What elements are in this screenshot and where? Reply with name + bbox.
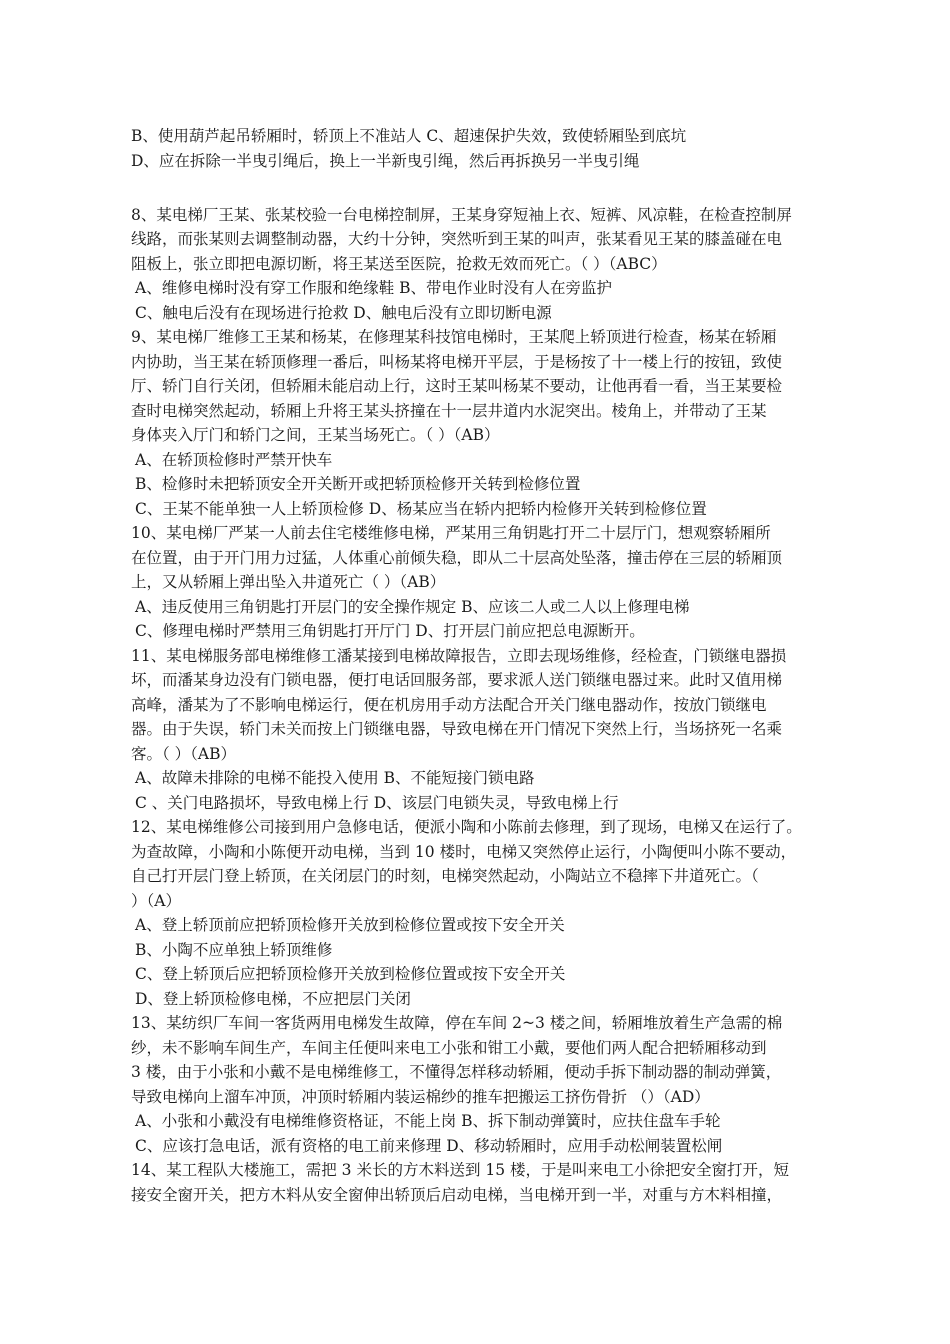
text-line: 器。由于失误，轿门未关而按上门锁继电器，导致电梯在开门情况下突然上行，当场挤死一名乘 bbox=[131, 720, 783, 738]
text-line: ）（A） bbox=[131, 892, 181, 910]
option-line: C、登上轿顶后应把轿顶检修开关放到检修位置或按下安全开关 bbox=[135, 965, 566, 983]
text-line: 线路，而张某则去调整制动器，大约十分钟，突然听到王某的叫声，张某看见王某的膝盖碰在电 bbox=[131, 230, 783, 248]
text-line: 内协助，当王某在轿顶修理一番后，叫杨某将电梯开平层，于是杨按了十一楼上行的按钮，致使 bbox=[131, 353, 783, 371]
text-line: 查时电梯突然起动，轿厢上升将王某头挤撞在十一层井道内水泥突出。棱角上，并带动了王某 bbox=[131, 402, 767, 420]
text-line: 高峰，潘某为了不影响电梯运行，便在机房用手动方法配合开关门继电器动作，按放门锁继电 bbox=[131, 696, 767, 714]
text-line: D、应在拆除一半曳引绳后，换上一半新曳引绳，然后再拆换另一半曳引绳 bbox=[131, 152, 640, 170]
text-line: 导致电梯向上溜车冲顶，冲顶时轿厢内装运棉纱的推车把搬运工挤伤骨折 （）（AD） bbox=[131, 1088, 710, 1106]
question-line: 8、某电梯厂王某、张某校验一台电梯控制屏，王某身穿短袖上衣、短裤、风凉鞋，在检查控制屏 bbox=[131, 206, 792, 224]
option-line: C、修理电梯时严禁用三角钥匙打开厅门 D、打开层门前应把总电源断开。 bbox=[135, 622, 645, 640]
text-line: 厅、轿门自行关闭，但轿厢未能启动上行，这时王某叫杨某不要动，让他再看一看，当王某要检 bbox=[131, 377, 783, 395]
option-line: A、违反使用三角钥匙打开层门的安全操作规定 B、应该二人或二人以上修理电梯 bbox=[135, 598, 690, 616]
text-line: 坏，而潘某身边没有门锁电器，便打电话回服务部，要求派人送门锁继电器过来。此时又值用梯 bbox=[131, 671, 783, 689]
text-line: 上，又从轿厢上弹出坠入井道死亡（ ）（AB） bbox=[131, 573, 446, 591]
option-line: C、应该打急电话，派有资格的电工前来修理 D、移动轿厢时，应用手动松闸装置松闸 bbox=[135, 1137, 723, 1155]
question-line: 13、某纺织厂车间一客货两用电梯发生故障，停在车间 2~3 楼之间，轿厢堆放着生产急需的棉 bbox=[131, 1014, 783, 1032]
text-line: 在位置，由于开门用力过猛，人体重心前倾失稳，即从二十层高处坠落，撞击停在三层的轿厢顶 bbox=[131, 549, 783, 567]
option-line: C、王某不能单独一人上轿顶检修 D、杨某应当在轿内把轿内检修开关转到检修位置 bbox=[135, 500, 707, 518]
text-line: 自己打开层门登上轿顶，在关闭层门的时刻，电梯突然起动，小陶站立不稳摔下井道死亡。（ bbox=[131, 867, 759, 885]
option-line: C 、关门电路损坏，导致电梯上行 D、该层门电锁失灵，导致电梯上行 bbox=[135, 794, 619, 812]
text-line: 接安全窗开关，把方木料从安全窗伸出轿顶后启动电梯，当电梯开到一半，对重与方木料相撞， bbox=[131, 1186, 783, 1204]
question-line: 9、某电梯厂维修工王某和杨某，在修理某科技馆电梯时，王某爬上轿顶进行检查，杨某在轿厢 bbox=[131, 328, 777, 346]
text-line: 客。（ ）（AB） bbox=[131, 745, 237, 763]
question-line: 11、某电梯服务部电梯维修工潘某接到电梯故障报告，立即去现场维修，经检查，门锁继电器损 bbox=[131, 647, 787, 665]
option-line: A、故障未排除的电梯不能投入使用 B、不能短接门锁电路 bbox=[135, 769, 535, 787]
option-line: D、登上轿顶检修电梯，不应把层门关闭 bbox=[135, 990, 411, 1008]
text-line: 身体夹入厅门和轿门之间，王某当场死亡。（ ）（AB） bbox=[131, 426, 500, 444]
option-line: A、小张和小戴没有电梯维修资格证，不能上岗 B、拆下制动弹簧时，应扶住盘车手轮 bbox=[135, 1112, 721, 1130]
question-line: 12、某电梯维修公司接到用户急修电话，便派小陶和小陈前去修理，到了现场，电梯又在运行了。 bbox=[131, 818, 802, 836]
option-line: B、小陶不应单独上轿顶维修 bbox=[135, 941, 333, 959]
question-line: 14、某工程队大楼施工，需把 3 米长的方木料送到 15 楼，于是叫来电工小徐把安全窗打开，短 bbox=[131, 1161, 790, 1179]
option-line: B、检修时未把轿顶安全开关断开或把轿顶检修开关转到检修位置 bbox=[135, 475, 581, 493]
text-line: 纱，未不影响车间生产，车间主任便叫来电工小张和钳工小戴，要他们两人配合把轿厢移动到 bbox=[131, 1039, 767, 1057]
option-line: A、登上轿顶前应把轿顶检修开关放到检修位置或按下安全开关 bbox=[135, 916, 565, 934]
option-line: A、维修电梯时没有穿工作服和绝缘鞋 B、带电作业时没有人在旁监护 bbox=[135, 279, 613, 297]
text-line: 阻板上，张立即把电源切断，将王某送至医院，抢救无效而死亡。（ ）（ABC） bbox=[131, 255, 667, 273]
question-line: 10、某电梯厂严某一人前去住宅楼维修电梯，严某用三角钥匙打开二十层厅门，想观察轿厢所 bbox=[131, 524, 771, 542]
option-line: C、触电后没有在现场进行抢救 D、触电后没有立即切断电源 bbox=[135, 304, 552, 322]
option-line: A、在轿顶检修时严禁开快车 bbox=[135, 451, 333, 469]
text-line: B、使用葫芦起吊轿厢时，轿顶上不准站人 C、超速保护失效，致使轿厢坠到底坑 bbox=[131, 127, 687, 145]
text-line: 为查故障，小陶和小陈便开动电梯，当到 10 楼时，电梯又突然停止运行，小陶便叫小陈不要动， bbox=[131, 843, 797, 861]
text-line: 3 楼，由于小张和小戴不是电梯维修工，不懂得怎样移动轿厢，便动手拆下制动器的制动弹簧， bbox=[131, 1063, 782, 1081]
